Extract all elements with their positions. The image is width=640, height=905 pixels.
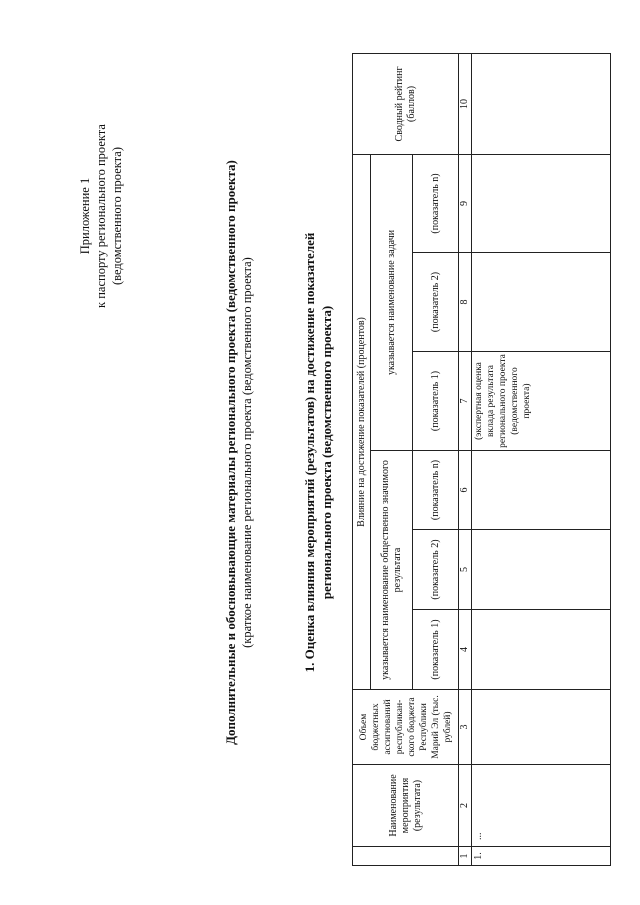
col-number: 3 xyxy=(459,690,472,765)
col-number: 2 xyxy=(459,765,472,847)
col-number: 6 xyxy=(459,451,472,530)
col-number: 4 xyxy=(459,610,472,690)
col-number: 10 xyxy=(459,53,472,154)
header-task-indn: (показатель n) xyxy=(413,154,459,252)
appendix-target-note: (ведомственного проекта) xyxy=(110,147,124,285)
row-social-ind1 xyxy=(472,610,611,690)
row-rating xyxy=(472,53,611,154)
row-social-indn xyxy=(472,451,611,530)
row-social-ind2 xyxy=(472,530,611,610)
row-number: 1. xyxy=(472,847,611,866)
section-heading-line1: 1. Оценка влияния мероприятий (результатов) на достижение показателей xyxy=(302,232,317,673)
appendix-header xyxy=(77,36,125,396)
appendix-number: Приложение 1 xyxy=(78,177,92,255)
row-task-indn xyxy=(472,154,611,252)
header-social-ind2: (показатель 2) xyxy=(413,530,459,610)
header-task-ind2: (показатель 2) xyxy=(413,253,459,352)
section-heading xyxy=(301,0,335,905)
col-number: 7 xyxy=(459,352,472,451)
header-influence: Влияние на достижение показателей (процентов) xyxy=(353,154,371,689)
header-name: Наименование мероприятия (результата) xyxy=(353,765,459,847)
header-task-ind1: (показатель 1) xyxy=(413,352,459,451)
col-number: 5 xyxy=(459,530,472,610)
col-number: 8 xyxy=(459,253,472,352)
header-group-task: указывается наименование задачи xyxy=(371,154,413,450)
header-rating: Сводный рейтинг (баллов) xyxy=(353,53,459,154)
header-group-social: указывается наименование общественно значимого результата xyxy=(371,451,413,690)
header-index xyxy=(353,847,459,866)
header-social-ind1: (показатель 1) xyxy=(413,610,459,690)
row-expert-note: (экспертная оценка вклада результата регионального проекта (ведомственного проекта) xyxy=(472,352,611,451)
row-task-ind2 xyxy=(472,253,611,352)
appendix-target: к паспорту регионального проекта xyxy=(94,124,108,308)
col-number: 9 xyxy=(459,154,472,252)
row-budget xyxy=(472,690,611,765)
document-title xyxy=(222,0,255,905)
title-sub: (краткое наименование регионального проекта (ведомственного проекта) xyxy=(240,257,254,648)
title-main: Дополнительные и обосновывающие материалы регионального проекта (ведомственного проекта) xyxy=(223,160,238,745)
row-name: ... xyxy=(472,765,611,847)
header-budget: Объем бюджетных ассигнований республикан-ского бюджета Республики Марий Эл (тыс. рублей) xyxy=(353,690,459,765)
col-number: 1 xyxy=(459,847,472,866)
section-heading-line2: регионального проекта (ведомственного проекта) xyxy=(319,305,334,600)
header-social-indn: (показатель n) xyxy=(413,451,459,530)
influence-table xyxy=(352,53,611,866)
